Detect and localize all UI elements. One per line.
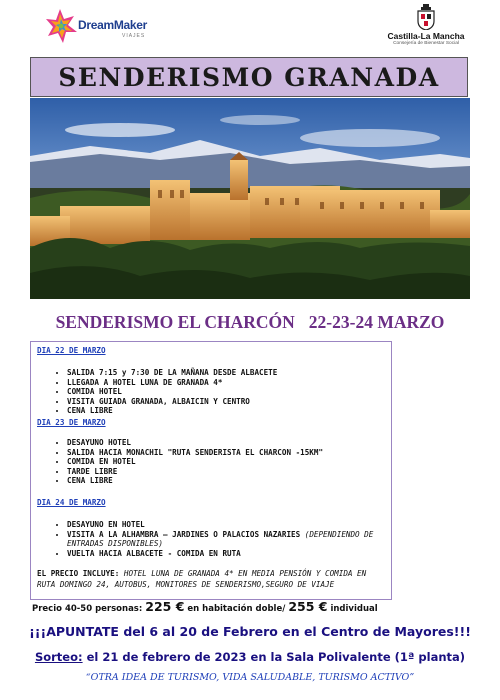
draw-notice [0, 650, 500, 664]
list-item: • COMIDA HOTEL [67, 387, 385, 397]
list-item: • CENA LIBRE [67, 476, 385, 486]
price-includes-text: HOTEL LUNA DE GRANADA 4* EN MEDIA PENSIÓN Y COMIDA EN RUTA DOMINGO 24, AUTOBUS, MONITORES DE SENDERISMO,SEGURO DE VIAJE [37, 569, 367, 590]
day-heading: DIA 24 DE MARZO [37, 497, 106, 507]
single-room-label: individual [330, 604, 378, 614]
itinerary-box [30, 341, 392, 600]
brand-subtitle: VIAJES [122, 33, 146, 39]
dreammaker-star-icon [46, 8, 80, 44]
day-heading: DIA 23 DE MARZO [37, 417, 106, 427]
draw-text: el 21 de febrero de 2023 en la Sala Polivalente (1ª planta) [86, 650, 466, 664]
day-3-list [37, 520, 385, 558]
day-heading: DIA 22 DE MARZO [37, 346, 106, 355]
list-item: • COMIDA EN HOTEL [67, 457, 385, 467]
price-line [32, 599, 378, 614]
page-title: SENDERISMO GRANADA [58, 62, 440, 92]
list-item-note: (DEPENDIENDO DE ENTRADAS DISPONIBLES) [67, 529, 374, 549]
list-item-text: VISITA A LA ALHAMBRA – JARDINES O PALACIOS NAZARIES [67, 529, 301, 539]
signup-notice: ¡¡¡APUNTATE del 6 al 20 de Febrero en el Centro de Mayores!!! [29, 624, 471, 639]
price-includes-label: EL PRECIO INCLUYE: [37, 569, 120, 579]
draw-label: Sorteo: [34, 650, 83, 664]
double-price: 225 € [145, 599, 185, 614]
single-price: 255 € [288, 599, 328, 614]
list-item: • VUELTA HACIA ALBACETE - COMIDA EN RUTA [67, 549, 385, 559]
crest-icon [417, 4, 435, 30]
title-banner [30, 57, 468, 97]
day-2-list [37, 438, 385, 486]
list-item: • DESAYUNO EN HOTEL [67, 520, 385, 530]
list-item: • SALIDA 7:15 y 7:30 DE LA MAÑANA DESDE ALBACETE [67, 368, 385, 378]
double-room-label: en habitación doble/ [187, 604, 286, 614]
slogan: “OTRA IDEA DE TURISMO, VIDA SALUDABLE, TURISMO ACTIVO” [85, 672, 415, 683]
castilla-la-mancha-logo [386, 4, 466, 54]
list-item: • VISITA GUIADA GRANADA, ALBAICIN Y CENTRO [67, 397, 385, 407]
organization-department: Consejería de Bienestar Social [393, 41, 459, 46]
route-name: SENDERISMO EL CHARCÓN [55, 312, 295, 332]
dreammaker-logo [46, 8, 146, 48]
list-item: • SALIDA HACIA MONACHIL "RUTA SENDERISTA EL CHARCON -15KM" [67, 448, 385, 458]
list-item: • DESAYUNO HOTEL [67, 438, 385, 448]
list-item: • TARDE LIBRE [67, 467, 385, 477]
alhambra-photo [30, 98, 470, 299]
list-item: • LLEGADA A HOTEL LUNA DE GRANADA 4* [67, 378, 385, 388]
list-item [67, 530, 385, 549]
brand-name: DreamMaker [78, 18, 148, 32]
price-label: Precio 40-50 personas: [32, 604, 143, 614]
organization-name: Castilla-La Mancha [387, 31, 465, 41]
route-dates: 22-23-24 MARZO [308, 312, 445, 332]
price-includes [37, 568, 385, 590]
list-item: • CENA LIBRE [67, 406, 385, 416]
day-1-list [37, 368, 385, 416]
route-subtitle [0, 312, 500, 333]
